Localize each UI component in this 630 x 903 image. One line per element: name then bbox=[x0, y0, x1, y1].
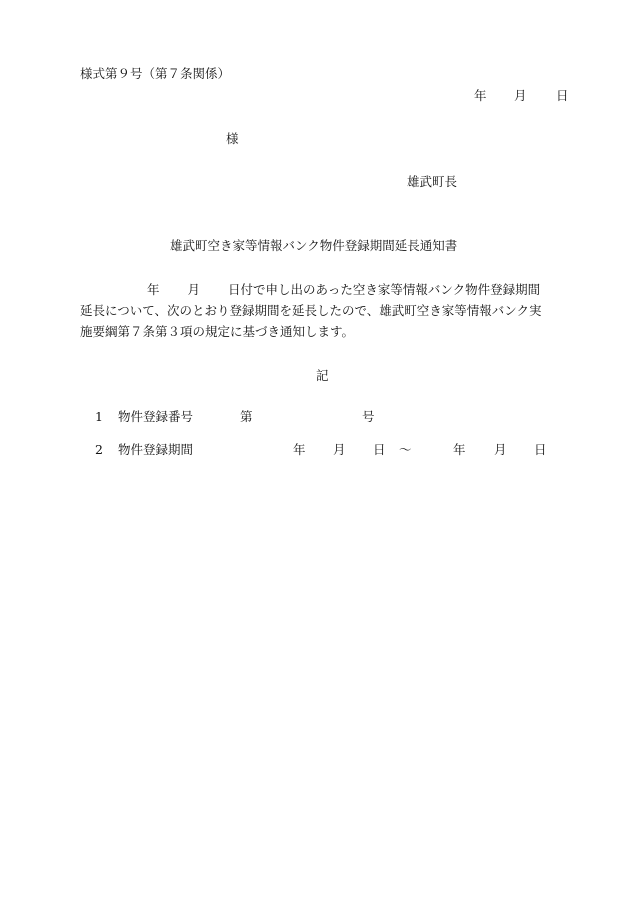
ki-heading: 記 bbox=[316, 368, 329, 383]
body-paragraph bbox=[80, 279, 572, 342]
registration-number-prefix: 第 bbox=[240, 409, 253, 424]
body-line-1 bbox=[80, 279, 572, 300]
item-number: 2 bbox=[95, 442, 103, 457]
item-number: 1 bbox=[95, 409, 103, 424]
list-item bbox=[95, 444, 193, 457]
date-year-label: 年 bbox=[474, 88, 487, 103]
period-from-month-label: 月 bbox=[333, 442, 346, 457]
body-month-label: 月 bbox=[187, 282, 201, 297]
period-to-day-label: 日 bbox=[534, 442, 547, 457]
period-separator: ～ bbox=[399, 442, 412, 457]
date-day-label: 日 bbox=[556, 88, 569, 103]
list-item bbox=[95, 411, 193, 424]
body-line-2: 延長について、次のとおり登録期間を延長したので、雄武町空き家等情報バンク実 bbox=[80, 303, 542, 318]
item-label: 物件登録期間 bbox=[118, 442, 194, 457]
document-title: 雄武町空き家等情報バンク物件登録期間延長通知書 bbox=[170, 238, 458, 253]
addressee-suffix: 様 bbox=[226, 131, 239, 146]
period-from-day-label: 日 bbox=[373, 442, 386, 457]
form-number: 様式第９号（第７条関係） bbox=[80, 66, 231, 81]
body-line-1-text: 日付で申し出のあった空き家等情報バンク物件登録期間 bbox=[228, 282, 541, 297]
body-year-label: 年 bbox=[147, 282, 160, 297]
body-line-3: 施要綱第７条第３項の規定に基づき通知します。 bbox=[80, 324, 355, 339]
item-label: 物件登録番号 bbox=[118, 409, 194, 424]
issuer-name: 雄武町長 bbox=[407, 174, 458, 189]
registration-number-suffix: 号 bbox=[362, 409, 375, 424]
period-from-year-label: 年 bbox=[293, 442, 306, 457]
period-to-year-label: 年 bbox=[453, 442, 466, 457]
date-month-label: 月 bbox=[514, 88, 527, 103]
period-to-month-label: 月 bbox=[494, 442, 507, 457]
